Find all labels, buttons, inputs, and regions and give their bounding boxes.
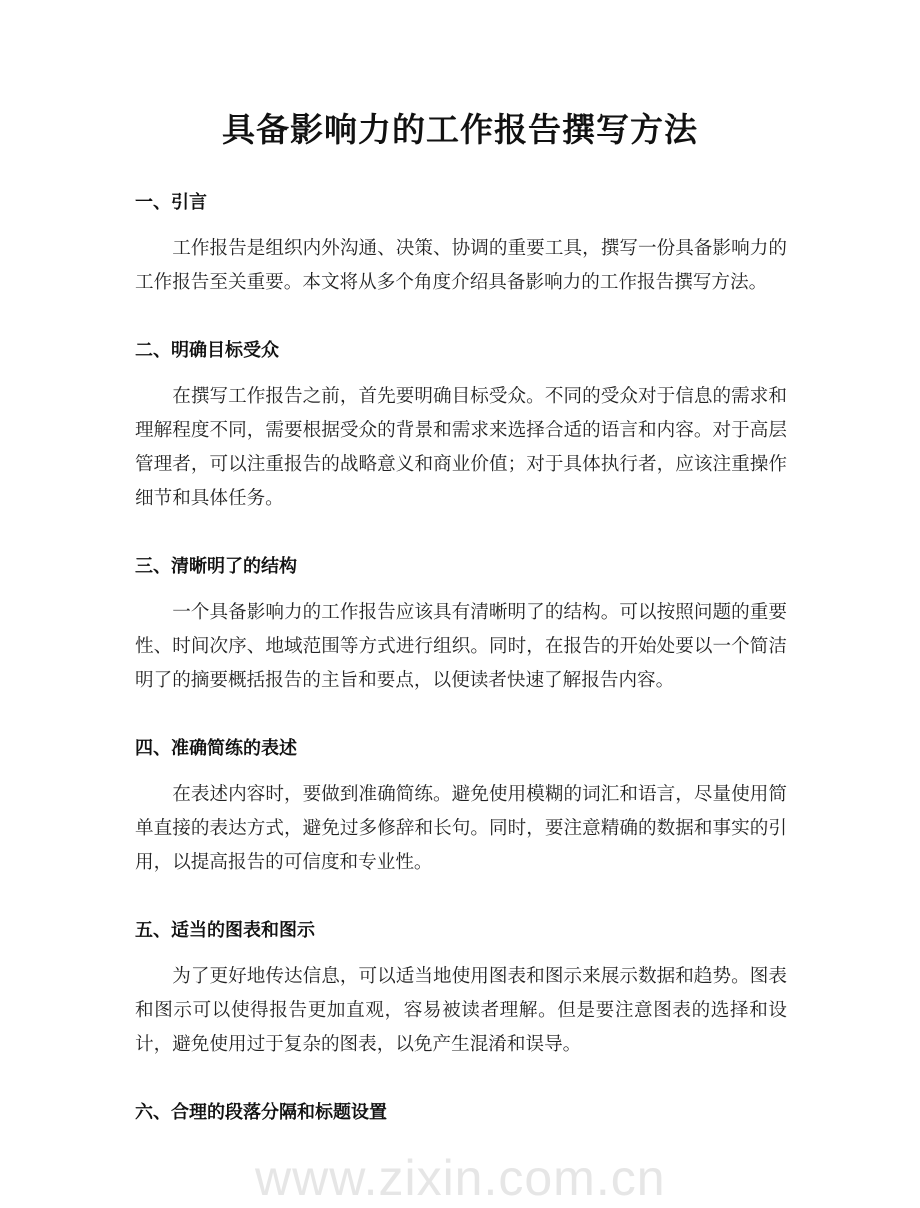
section-heading-charts: 五、适当的图表和图示: [135, 920, 315, 941]
section-heading-structure: 三、清晰明了的结构: [135, 556, 297, 577]
section-paragraph-audience: 在撰写工作报告之前，首先要明确目标受众。不同的受众对于信息的需求和理解程度不同，需要根据受众的背景和需求来选择合适的语言和内容。对于高层管理者，可以注重报告的战略意义和商业价值；对于具体执行者，应该注重操作细节和具体任务。: [135, 386, 787, 509]
section-paragraph-charts: 为了更好地传达信息，可以适当地使用图表和图示来展示数据和趋势。图表和图示可以使得报告更加直观，容易被读者理解。但是要注意图表的选择和设计，避免使用过于复杂的图表，以免产生混淆和误导。: [135, 966, 787, 1055]
section-paragraph-intro: 工作报告是组织内外沟通、决策、协调的重要工具，撰写一份具备影响力的工作报告至关重要。本文将从多个角度介绍具备影响力的工作报告撰写方法。: [135, 238, 787, 293]
section-paragraph-expression: 在表述内容时，要做到准确简练。避免使用模糊的词汇和语言，尽量使用简单直接的表达方式，避免过多修辞和长句。同时，要注意精确的数据和事实的引用，以提高报告的可信度和专业性。: [135, 784, 787, 873]
watermark: www.zixin.com.cn: [255, 1150, 666, 1206]
section-heading-expression: 四、准确简练的表述: [135, 738, 297, 759]
section-heading-audience: 二、明确目标受众: [135, 340, 279, 361]
section-heading-paragraphs: 六、合理的段落分隔和标题设置: [135, 1102, 387, 1123]
section-paragraph-structure: 一个具备影响力的工作报告应该具有清晰明了的结构。可以按照问题的重要性、时间次序、地域范围等方式进行组织。同时，在报告的开始处要以一个简洁明了的摘要概括报告的主旨和要点，以便读者快速了解报告内容。: [135, 602, 787, 691]
section-heading-intro: 一、引言: [135, 192, 207, 213]
page-title: 具备影响力的工作报告撰写方法: [222, 110, 698, 149]
